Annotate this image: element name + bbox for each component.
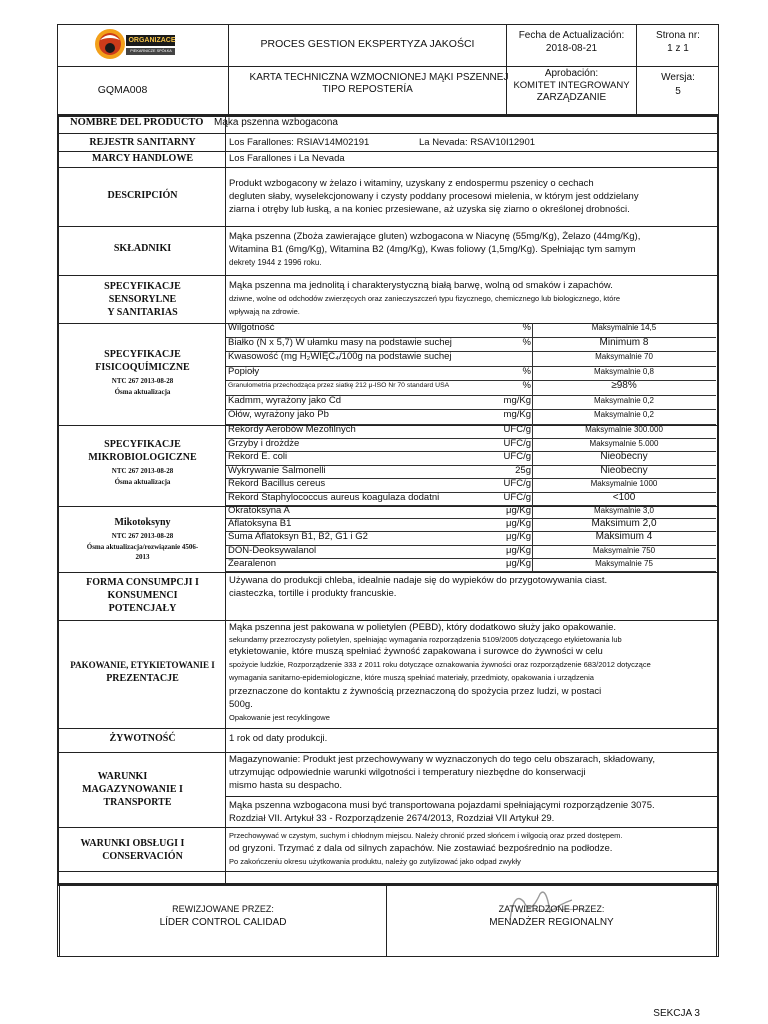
micro-label-line1: SPECYFIKACJE [104,439,181,450]
spec-row [226,532,716,545]
parameter-unit: % [522,365,531,377]
consumption-label-line1: FORMA CONSUMPCJI I [86,577,199,588]
micro-label-line2: MIKROBIOLOGICZNE [88,452,197,463]
company-logo [92,26,176,63]
packaging-label-line1: PAKOWANIE, ETYKIETOWANIE I [70,660,215,670]
approval-label: Aprobación: [544,68,599,79]
description-line1: Produkt wzbogacony w żelazo i witaminy, uzyskany z endospermu pszenicy o cechach [229,178,594,189]
parameter-name: Rekordy Aerobów Mezofilnych [228,424,356,435]
spec-row [226,439,716,453]
description-label: DESCRIPCIÓN [107,190,178,201]
update-date-value: 2018-08-21 [545,43,598,54]
parameter-name: Popioły [228,365,260,377]
parameter-unit: % [522,322,531,333]
parameter-limit: ≥98% [611,380,637,391]
document-title-line1: KARTA TECHNICZNA WZMOCNIONEJ MĄKI PSZENNEJ [249,72,509,83]
handling-line3: Po zakończeniu okresu użytkowania produktu, należy go zutylizować jako odpad zwykły [229,857,521,866]
spec-row [226,559,716,572]
storage-label-line3: TRANSPORTE [103,797,172,808]
parameter-limit: Maksymalnie 0,2 [593,410,655,419]
storage-line4: Mąka pszenna wzbogacona musi być transportowana pojazdami spełniającymi rozporządzenie 3075. [229,800,655,811]
parameter-name: Ołów, wyrażony jako Pb [228,409,329,420]
description-line2: degluten słaby, wyselekcjonowany i czysty poddany procesowi mielenia, w którym jest oddzielany [229,191,639,202]
physchem-label-line2: FISICOQUÍMICZNE [95,362,190,373]
sanitary-registry-label: REJESTR SANITARNY [89,137,196,148]
parameter-name: Rekord Bacillus cereus [228,478,326,489]
parameter-unit: % [522,380,531,391]
ingredients-label: SKŁADNIKI [113,243,172,254]
sensory-label-line2: SENSORYLNE [108,294,177,305]
spec-row [226,546,716,559]
page-number-label: Strona nr: [656,30,700,41]
parameter-limit: Maksymalnie 75 [595,558,653,568]
parameter-name: DON-Deoksywalanol [228,544,317,556]
parameter-limit: Maksymalnie 3,0 [593,506,655,515]
spec-row [226,396,716,411]
micro-norm: NTC 267 2013-08-28 [111,467,174,475]
approval-line1: KOMITET INTEGROWANY [513,80,630,91]
description-line3: ziarna i otręby lub łuską, a na koniec przesiewane, aż uzyska się ziarno o określonej drobności. [229,204,630,215]
handling-line2: od gryzoni. Trzymać z dala od silnych zapachów. Nie zostawiać bezpośrednio na podłodze. [229,843,613,854]
consumption-label-line2: KONSUMENCI [107,590,178,601]
parameter-name: Białko (N x 5,7) W ułamku masy na podstawie suchej [228,336,452,348]
parameter-unit: μg/Kg [505,531,531,543]
product-name-value: Mąka pszenna wzbogacona [214,117,338,128]
parameter-name: Granulometria przechodząca przez siatkę 212 μ-ISO Nr 70 standard USA [228,382,450,389]
handling-label-line1: WARUNKI OBSŁUGI I [80,838,185,849]
spec-row [226,381,716,396]
section-label: SEKCJA 3 [653,1008,700,1019]
registry-farallones: Los Farallones: RSIAV14M02191 [229,137,370,148]
spec-row [226,519,716,532]
approval-line2: ZARZĄDZANIE [536,92,607,103]
micro-update: Ósma aktualizacja [114,478,171,486]
sensory-label-line3: Y SANITARIAS [107,307,178,318]
packaging-line4: spożycie ludzkie, Rozporządzenie 333 z 2011 roku dotyczące oznakowania żywności oraz rozporządzenie 683/2012 dotyczące [229,660,651,669]
parameter-limit: Maksimum 4 [595,531,653,543]
storage-line1: Magazynowanie: Produkt jest przechowywany w wyznaczonych do tego celu obszarach, składowany, [229,754,655,765]
parameter-limit: Maksymalnie 0,8 [593,366,655,376]
storage-label-line2: MAGAZYNOWANIE I [82,784,183,795]
parameter-unit: UFC/g [503,451,531,462]
spec-row [226,493,716,507]
myco-year: 2013 [135,553,150,561]
storage-label-line1: WARUNKI [97,771,148,782]
parameter-unit: UFC/g [503,491,531,503]
parameter-name: Wykrywanie Salmonelli [228,464,326,476]
product-name-label: NOMBRE DEL PRODUCTO [70,117,204,128]
sensory-line1: Mąka pszenna ma jednolitą i charakterystyczną białą barwę, wolną od smaków i zapachów. [229,280,613,291]
parameter-name: Rekord Staphylococcus aureus koagulaza dodatni [228,491,440,503]
spec-row [226,352,716,367]
packaging-line2: sekundarny przezroczysty polietylen, spełniając wymagania rozporządzenia 5109/2005 dotyczącego etykietowania lub [229,635,622,644]
parameter-unit: % [522,336,531,348]
approved-by-value: MENADŻER REGIONALNY [489,917,614,928]
parameter-limit: Maksymalnie 70 [595,352,653,361]
reviewed-by-label: REWIZJOWANE PRZEZ: [172,904,274,914]
storage-line2: utrzymując odpowiednie warunki wilgotności i temperatury niezbędne do konserwacji [229,767,586,778]
ingredients-line2: Witamina B1 (6mg/Kg), Witamina B2 (4mg/Kg), Kwas foliowy (1,5mg/Kg). Spełniając tym samym [229,244,636,255]
packaging-line5: wymagania sanitarno-epidemiologiczne, które muszą spełniać materiały, przedmioty, opakowania i urządzenia [229,673,594,682]
parameter-unit: μg/Kg [505,518,531,530]
spec-row [226,466,716,480]
parameter-limit: Minimum 8 [599,336,649,348]
parameter-name: Wilgotność [228,322,275,333]
parameter-limit: Maksymalnie 14,5 [591,323,657,332]
parameter-limit: Maksymalnie 0,2 [593,395,655,405]
packaging-label-line2: PREZENTACJE [106,673,179,684]
spec-row [226,323,716,338]
process-title: PROCES GESTION EKSPERTYZA JAKOŚCI [260,38,475,50]
handling-label-line2: CONSERVACIÓN [102,851,183,862]
spec-row [226,410,716,425]
parameter-limit: Maksymalnie 750 [592,545,656,555]
shelf-life-value: 1 rok od daty produkcji. [229,733,328,744]
packaging-line3: etykietowanie, które muszą spełniać żywność zapakowana i surowce do żywności w celu [229,646,603,657]
packaging-line6: przeznaczone do kontaktu z żywnością przeznaczoną do spożycia przez ludzi, w postaci [229,686,602,697]
sensory-label-line1: SPECYFIKACJE [104,281,181,292]
storage-line3: mismo hasta su despacho. [229,780,343,791]
sensory-line2: dziwne, wolne od odchodów zwierzęcych oraz zanieczyszczeń typu fizycznego, chemicznego lub biologicznego, które [229,294,621,303]
parameter-name: Grzyby i drożdże [228,437,300,449]
version-label: Wersja: [661,72,695,83]
shelf-life-label: ŻYWOTNOŚĆ [109,733,176,744]
reviewed-by-value: LÍDER CONTROL CALIDAD [159,917,287,928]
parameter-unit: μg/Kg [505,505,531,516]
consumption-line2: ciasteczka, tortille i produkty francuskie. [229,588,397,599]
update-date-label: Fecha de Actualización: [518,30,625,41]
myco-label: Mikotoksyny [114,517,171,528]
spec-row [226,452,716,466]
parameter-name: Suma Aflatoksyn B1, B2, G1 i G2 [228,531,368,543]
logo-subtext: PIEKARNICZE SPÓŁKA [130,49,172,53]
spec-row [226,367,716,382]
parameter-unit: mg/Kg [503,394,531,406]
ingredients-line1: Mąka pszenna (Zboża zawierające gluten) wzbogacona w Niacynę (55mg/Kg), Żelazo (44mg/Kg), [229,231,641,242]
myco-update: Ósma aktualizacja/rozwiązanie 4506- [86,543,199,551]
parameter-unit: 25g [515,464,531,476]
parameter-limit: Maksimum 2,0 [591,518,657,530]
spec-row [226,479,716,493]
logo-text: ORGANIZACE [128,37,176,44]
ingredients-line3: dekrety 1944 z 1996 roku. [229,258,322,267]
parameter-name: Aflatoksyna B1 [228,518,292,530]
parameter-limit: Nieobecny [600,464,648,476]
packaging-line7: 500g. [229,699,253,710]
handling-line1: Przechowywać w czystym, suchym i chłodnym miejscu. Należy chronić przed słońcem i wilgocią oraz przed dostępem. [229,831,623,840]
spec-row [226,425,716,439]
parameter-unit: UFC/g [503,424,531,435]
consumption-line1: Używana do produkcji chleba, idealnie nadaje się do wypieków do przygotowywania ciast. [229,575,608,586]
parameter-limit: Maksymalnie 300.000 [585,425,663,434]
packaging-line8: Opakowanie jest recyklingowe [229,713,330,722]
parameter-unit: μg/Kg [505,557,531,569]
brands-label: MARCY HANDLOWE [91,153,193,164]
parameter-unit: UFC/g [503,478,531,489]
parameter-name: Kadmm, wyrażony jako Cd [228,394,341,406]
parameter-name: Okratoksyna A [228,505,290,516]
parameter-limit: Nieobecny [600,451,648,462]
physchem-update: Ósma aktualizacja [114,388,171,396]
parameter-limit: Maksymalnie 1000 [590,479,658,488]
spec-row [226,338,716,353]
parameter-unit: UFC/g [503,437,531,449]
parameter-unit: mg/Kg [503,409,531,420]
approved-by-label: ZATWIERDZONE PRZEZ: [498,904,605,914]
version-value: 5 [675,86,681,97]
page-number-value: 1 z 1 [667,43,689,54]
myco-norm: NTC 267 2013-08-28 [111,532,174,540]
parameter-unit: μg/Kg [505,544,531,556]
physchem-label-line1: SPECYFIKACJE [104,349,181,360]
registry-nevada: La Nevada: RSAV10I12901 [419,137,536,148]
parameter-name: Rekord E. coli [228,451,288,462]
consumption-label-line3: POTENCJAŁY [108,603,177,614]
packaging-line1: Mąka pszenna jest pakowana w polietylen (PEBD), który dodatkowo służy jako opakowanie. [229,622,617,633]
parameter-name: Kwasowość (mg H₂WIĘC₄/100g na podstawie suchej [228,351,452,362]
document-code: GQMA008 [97,84,148,96]
parameter-name: Zearalenon [228,557,277,569]
brands-value: Los Farallones i La Nevada [229,153,345,164]
document-title-line2: TIPO REPOSTERÍA [322,84,413,95]
physchem-norm: NTC 267 2013-08-28 [111,377,174,385]
storage-line5: Rozdział VII. Artykuł 33 - Rozporządzenie 2674/2013, Rozdział VII Artykuł 29. [229,813,555,824]
sensory-line3: wpływają na zdrowie. [229,307,300,316]
parameter-limit: <100 [612,491,636,503]
parameter-limit: Maksymalnie 5.000 [589,438,659,448]
